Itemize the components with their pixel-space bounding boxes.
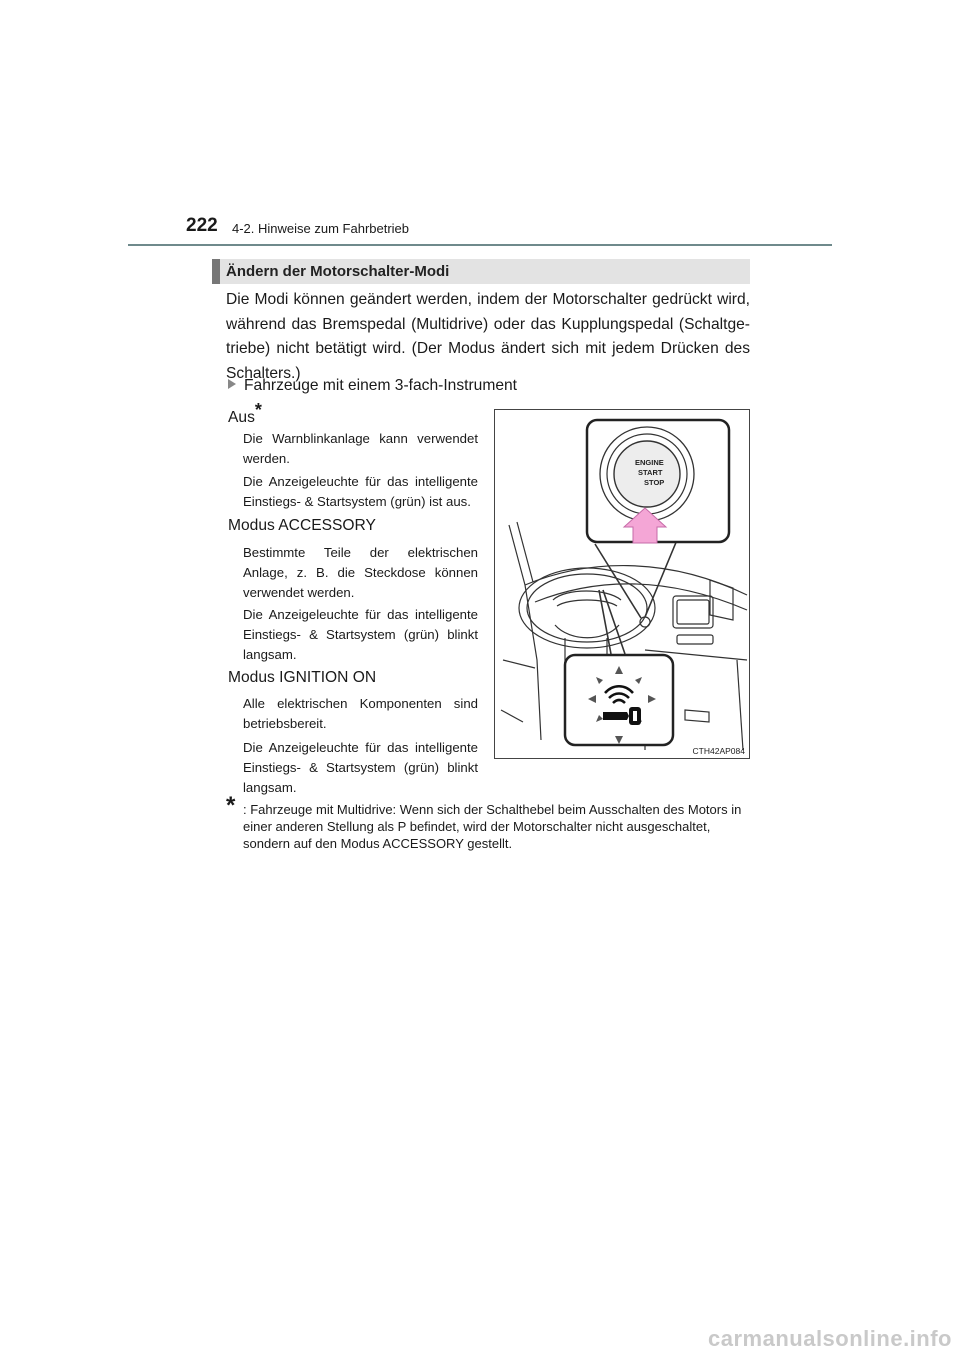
mode-off-desc-1: Die Warnblinkanlage kann verwendet werden. [243, 431, 478, 466]
figure-code: CTH42AP084 [692, 746, 745, 756]
section-title: Ändern der Motorschalter-Modi [226, 263, 450, 280]
page-number: 222 [186, 215, 218, 236]
mode-ignition-desc-2: Die Anzeigeleuchte für das intelligente Einstiegs- & Startsystem (grün) blinkt langsam. [243, 740, 478, 795]
mode-accessory-desc-1: Bestimmte Teile der elektrischen Anlage, z. B. die Steckdose können verwendet werden. [243, 545, 478, 600]
intro-paragraph: Die Modi können geändert werden, indem der Motorschalter gedrückt wird, während das Bremspedal (Multidrive) oder das Kupplungspedal (Schaltge-triebe) nicht betätigt wird. (Der Modus ändert sich mit jedem Drücken des Schalters.) [226, 291, 750, 382]
engine-start-stop-button-icon [600, 427, 694, 521]
footnote-mark: * [254, 400, 262, 420]
mode-off-label: Aus [228, 409, 255, 427]
mode-accessory-title: Modus ACCESSORY [228, 517, 376, 534]
section-accent [212, 259, 220, 284]
watermark: carmanualsonline.info [708, 1326, 952, 1351]
variant-label: Fahrzeuge mit einem 3-fach-Instrument [244, 377, 518, 394]
mode-accessory-desc-2: Die Anzeigeleuchte für das intelligente Einstiegs- & Startsystem (grün) blinkt langsam. [243, 607, 478, 662]
button-text-start: START [638, 468, 663, 477]
mode-ignition-desc-1: Alle elektrischen Komponenten sind betriebsbereit. [243, 696, 478, 731]
button-text-engine: ENGINE [635, 458, 664, 467]
variant-heading [228, 377, 517, 395]
mode-off-desc-2: Die Anzeigeleuchte für das intelligente Einstiegs- & Startsystem (grün) ist aus. [243, 474, 478, 509]
header-divider [128, 244, 832, 246]
triangle-bullet-icon [228, 379, 236, 389]
mode-ignition-title: Modus IGNITION ON [228, 669, 377, 686]
section-heading-bar [212, 259, 750, 284]
chapter-title: 4-2. Hinweise zum Fahrbetrieb [232, 221, 410, 236]
mode-off-title [228, 400, 262, 427]
dashboard-illustration [495, 410, 750, 759]
footnote-star: * [226, 792, 236, 819]
engine-switch-figure [494, 409, 750, 759]
button-text-stop: STOP [644, 478, 665, 487]
footnote-text: : Fahrzeuge mit Multidrive: Wenn sich der Schalthebel beim Ausschalten des Motors in einer anderen Stellung als P befindet, wird der Motorschalter nicht ausgeschaltet, sondern auf den Modus ACCESSORY gestellt. [243, 802, 742, 851]
footnote [226, 792, 750, 852]
